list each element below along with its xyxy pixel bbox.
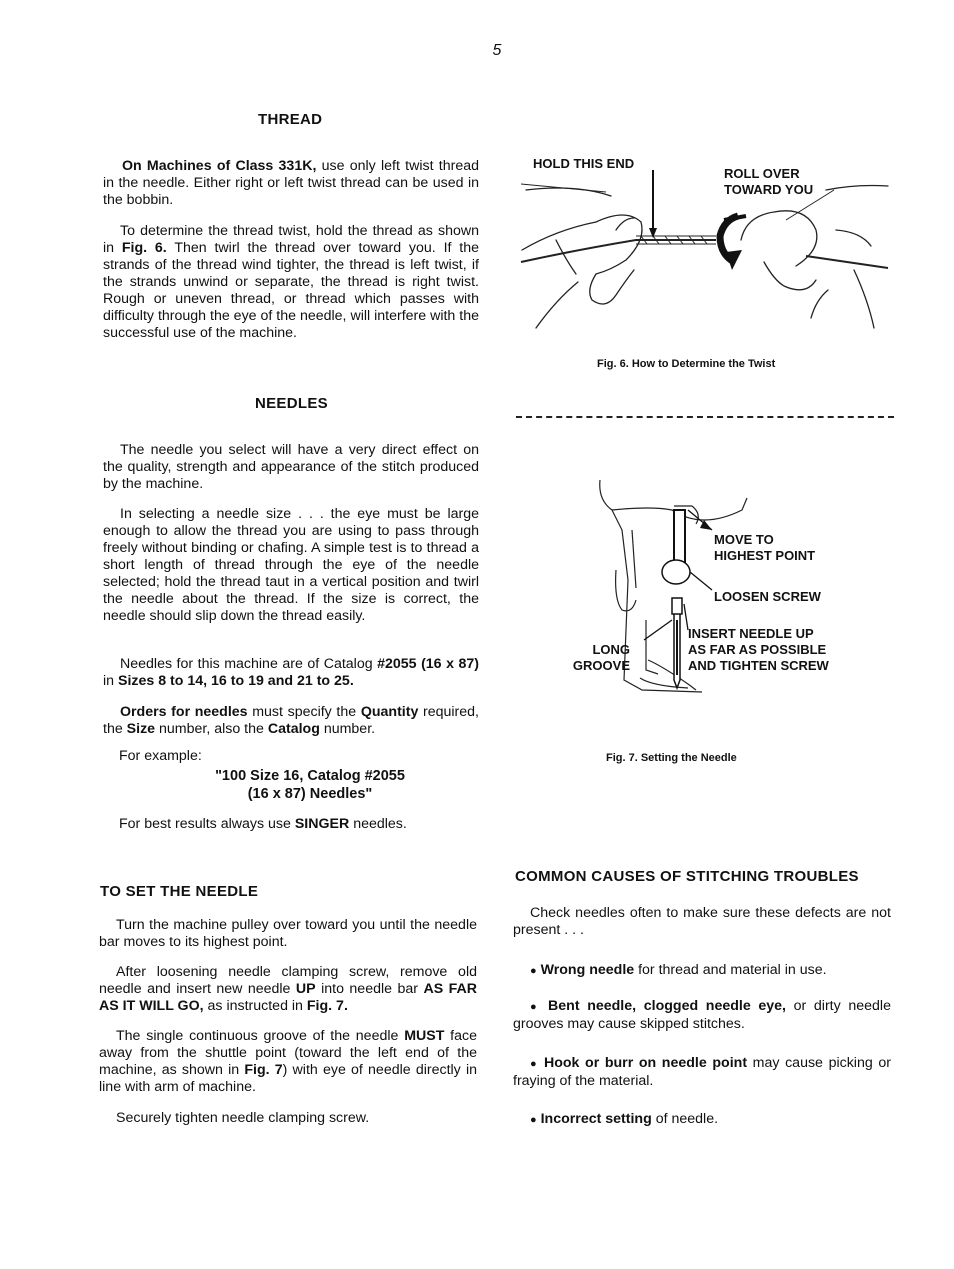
insert-line-1: INSERT NEEDLE UP: [688, 626, 814, 641]
roll-over-line-1: ROLL OVER: [724, 166, 800, 181]
needles-p3-text-c: in: [103, 673, 118, 689]
trouble-3-bold: Hook or burr on needle point: [543, 1055, 748, 1071]
example-line-2: (16 x 87) Needles": [247, 786, 373, 802]
needles-p1-text: The needle you select will have a very direct effect on the quality, strength and appearance of the stitch produced by the machine.: [103, 442, 479, 492]
trouble-item-2: [513, 998, 891, 1033]
move-line-2: HIGHEST POINT: [714, 548, 816, 563]
fig6-caption: Fig. 6. How to Determine the Twist: [597, 358, 776, 370]
trouble-4-bold: Incorrect setting: [540, 1111, 652, 1127]
needles-p4-text-f: number, also the: [155, 721, 268, 737]
trouble-1-bold: Wrong needle: [540, 962, 635, 978]
thread-p2-text-b: Then twirl the thread over toward you. If the strands of the thread wind tighter, the thread is left twist, if the strands unwind or separate, the thread is right twist. Rough or uneven thread, or thread which passes with difficulty through the eye of the needle, will interfere with the successful use of the machine.: [103, 240, 480, 341]
needles-paragraph-1: [103, 442, 479, 493]
best-results-line: [119, 816, 407, 833]
roll-over-line-2: TOWARD YOU: [724, 182, 814, 197]
thread-paragraph-1: [103, 158, 479, 209]
set-needle-p3-text-a: The single continuous groove of the needle: [116, 1028, 405, 1044]
loosen-screw-label: LOOSEN SCREW: [714, 589, 821, 604]
long-groove-line-1: LONG: [592, 642, 630, 657]
troubles-intro-text: Check needles often to make sure these defects are not present . . .: [513, 905, 891, 938]
set-needle-p1-text: Turn the machine pulley over toward you until the needle bar moves to its highest point.: [99, 917, 477, 950]
thread-p1-text: use only left twist thread in the needle. Either right or left twist thread can be used in the bobbin.: [103, 158, 480, 208]
troubles-intro: [513, 905, 891, 939]
bullet-icon: ●: [530, 1058, 539, 1070]
fig7-ref: Fig. 7.: [306, 998, 348, 1014]
long-groove-line-2: GROOVE: [572, 658, 630, 673]
trouble-1-text: for thread and material in use.: [634, 962, 827, 978]
up-word: UP: [295, 981, 316, 997]
needles-paragraph-2: [103, 506, 479, 625]
quantity-word: Quantity: [360, 704, 419, 720]
bullet-icon: ●: [530, 1001, 541, 1013]
move-line-1: MOVE TO: [714, 532, 774, 547]
set-needle-p2-text-c: into needle bar: [315, 981, 424, 997]
trouble-item-1: [513, 962, 891, 980]
needles-p4-text-d: required, the: [103, 704, 480, 737]
example-order: [160, 767, 460, 803]
trouble-item-4: [513, 1111, 891, 1129]
bullet-icon: ●: [530, 965, 537, 977]
thread-heading: THREAD: [258, 111, 323, 128]
fig7-ref-2: Fig. 7: [244, 1062, 283, 1078]
needles-paragraph-4: [103, 704, 479, 738]
needles-paragraph-3: [103, 656, 479, 690]
needles-p2-text: In selecting a needle size . . . the eye must be large enough to allow the thread you are using to pass through freely without binding or chafing. A simple test is to thread a short length of thread through the eye of the needle selected; hold the thread taut in a vertical position and twirl the needle about the thread. If the size is correct, the needle should slip down the thread easily.: [103, 506, 479, 624]
set-needle-p2-text-a: After loosening needle clamping screw, remove old needle and insert new needle: [99, 964, 477, 997]
long-groove-label: [566, 642, 630, 674]
set-needle-p3-text-c: face away from the shuttle point (toward the left end of the machine, as shown in: [99, 1028, 477, 1078]
insert-needle-label: [688, 626, 829, 674]
class-331k-text: On Machines of Class 331K,: [122, 158, 317, 174]
catalog-word: Catalog: [267, 721, 320, 737]
singer-word: SINGER: [294, 816, 350, 832]
set-needle-p3-text-e: ) with eye of needle directly in line with arm of machine.: [99, 1062, 477, 1095]
trouble-3-text: may cause picking or fraying of the material.: [513, 1055, 891, 1089]
orders-for-needles: Orders for needles: [120, 704, 248, 720]
insert-line-2: AS FAR AS POSSIBLE: [688, 642, 827, 657]
example-intro: For example:: [119, 748, 202, 764]
hold-this-end-label: HOLD THIS END: [533, 156, 635, 171]
catalog-number: #2055 (16 x 87): [377, 656, 479, 672]
section-divider: [516, 416, 894, 418]
needles-p4-text-b: must specify the: [247, 704, 361, 720]
best-results-text-c: needles.: [349, 816, 407, 832]
fig6-ref: Fig. 6.: [121, 240, 167, 256]
trouble-4-text: of needle.: [651, 1111, 719, 1127]
needles-p4-text-h: number.: [319, 721, 376, 737]
fig6-illustration: [516, 170, 896, 340]
thread-p2-text-a: To determine the thread twist, hold the thread as shown in: [103, 223, 479, 256]
set-needle-heading: TO SET THE NEEDLE: [100, 883, 259, 900]
needles-p3-text-a: Needles for this machine are of Catalog: [120, 656, 378, 672]
thread-paragraph-2: [103, 223, 479, 342]
needles-heading: NEEDLES: [255, 395, 328, 412]
fig7-caption: Fig. 7. Setting the Needle: [606, 752, 737, 764]
must-word: MUST: [404, 1028, 445, 1044]
size-word: Size: [126, 721, 156, 737]
example-line-1: "100 Size 16, Catalog #2055: [215, 768, 405, 784]
set-needle-paragraph-4: Securely tighten needle clamping screw.: [116, 1110, 370, 1126]
best-results-text-a: For best results always use: [119, 816, 295, 832]
trouble-2-text: or dirty needle grooves may cause skipped stitches.: [513, 998, 891, 1032]
needle-sizes: Sizes 8 to 14, 16 to 19 and 21 to 25.: [117, 673, 354, 689]
trouble-2-bold: Bent needle, clogged needle eye,: [548, 998, 786, 1014]
bullet-icon: ●: [530, 1114, 537, 1126]
as-far-as-it-will-go: AS FAR AS IT WILL GO,: [99, 981, 477, 1014]
trouble-item-3: [513, 1055, 891, 1090]
set-needle-paragraph-1: [99, 917, 477, 951]
set-needle-paragraph-3: [99, 1028, 477, 1096]
page-number: 5: [492, 42, 502, 59]
set-needle-p2-text-e: as instructed in: [203, 998, 307, 1014]
set-needle-paragraph-2: [99, 964, 477, 1015]
move-to-highest-label: [714, 532, 815, 564]
insert-line-3: AND TIGHTEN SCREW: [688, 658, 829, 673]
troubles-heading: COMMON CAUSES OF STITCHING TROUBLES: [515, 868, 859, 885]
